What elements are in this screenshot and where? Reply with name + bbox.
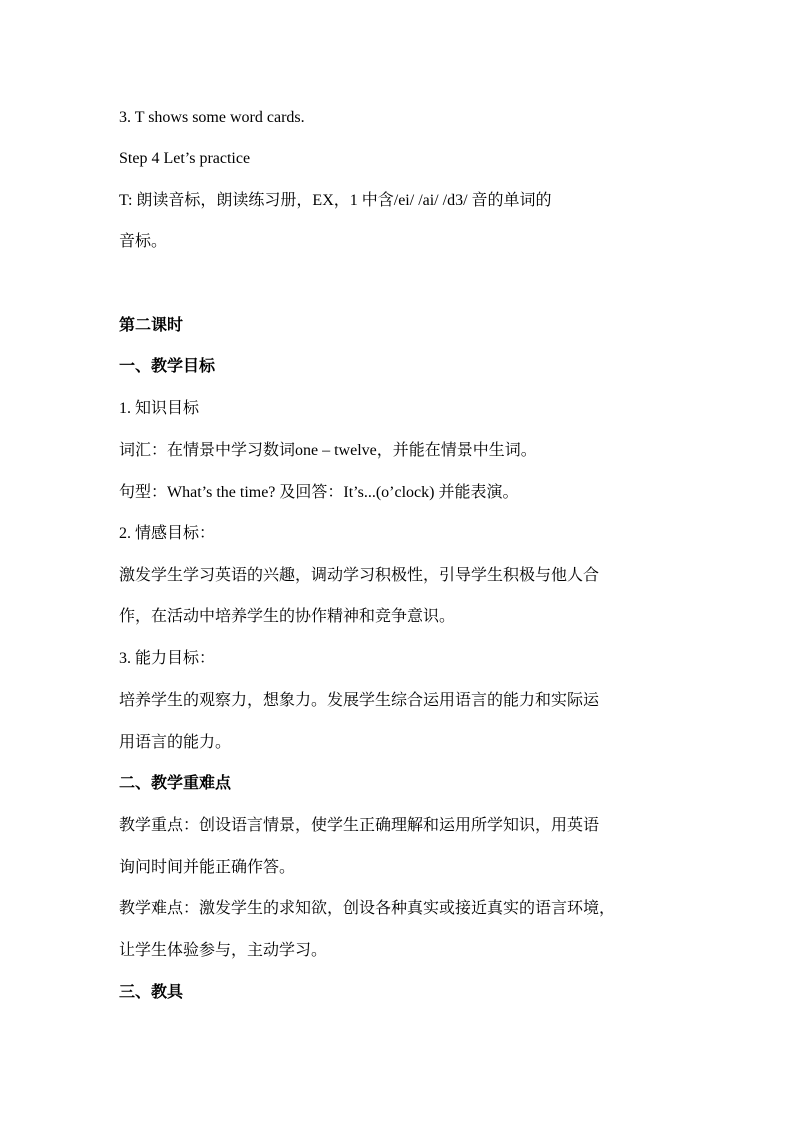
section-heading: 二、教学重难点 xyxy=(119,775,232,792)
subsection-heading: 2. 情感目标： xyxy=(119,525,216,542)
text-line: 音标。 xyxy=(119,233,168,250)
step-heading: Step 4 Let’s practice xyxy=(119,150,251,167)
text-line: 教学难点：激发学生的求知欲，创设各种真实或接近真实的语言环境， xyxy=(119,900,616,917)
subsection-heading: 1. 知识目标 xyxy=(119,400,200,417)
text-line: 3. T shows some word cards. xyxy=(119,109,305,126)
text-line: 词汇：在情景中学习数词one – twelve，并能在情景中生词。 xyxy=(119,442,537,459)
section-heading: 三、教具 xyxy=(119,984,184,1001)
text-line: 教学重点：创设语言情景，使学生正确理解和运用所学知识，用英语 xyxy=(119,817,600,834)
text-line: 让学生体验参与，主动学习。 xyxy=(119,942,328,959)
text-line: 用语言的能力。 xyxy=(119,734,232,751)
lesson-heading: 第二课时 xyxy=(119,317,184,334)
text-line: 作，在活动中培养学生的协作精神和竞争意识。 xyxy=(119,608,456,625)
text-line: T: 朗读音标，朗读练习册，EX，1 中含/ei/ /ai/ /d3/ 音的单词的 xyxy=(119,192,552,209)
text-line: 句型：What’s the time? 及回答：It’s...(o’clock) 并能表演。 xyxy=(119,484,519,501)
text-line: 询问时间并能正确作答。 xyxy=(119,859,296,876)
text-line: 培养学生的观察力，想象力。发展学生综合运用语言的能力和实际运 xyxy=(119,692,600,709)
text-line: 激发学生学习英语的兴趣，调动学习积极性，引导学生积极与他人合 xyxy=(119,567,600,584)
section-heading: 一、教学目标 xyxy=(119,358,216,375)
subsection-heading: 3. 能力目标： xyxy=(119,650,216,667)
